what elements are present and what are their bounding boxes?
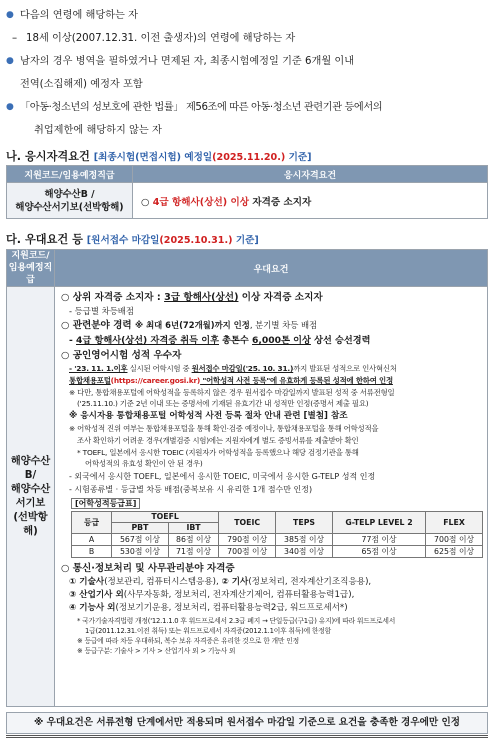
position-cell: 해양수산B/ 해양수산 서기보 (선박항해) xyxy=(7,287,55,707)
divider xyxy=(6,735,488,738)
table-header: 지원코드/임용예정직급 xyxy=(7,166,133,183)
footer-note: ※ 우대요건은 서류전형 단계에서만 적용되며 원서접수 마감일 기준으로 요건을 충족한 경우에만 인정 xyxy=(6,712,488,734)
dash-icon: – xyxy=(12,33,18,44)
pref-item-career: ○ 관련분야 경력 ※ 최대 6년(72개월)까지 인정, 분기별 차등 배점 xyxy=(61,320,318,332)
pref-item-english: ○ 공인영어시험 성적 우수자 xyxy=(61,350,182,362)
list-item: ● 「아동·청소년의 성보호에 관한 법률」 제56조에 따른 아동·청소년 관련기관 등에서의 xyxy=(6,96,488,119)
section-title-eligibility: 나. 응시자격요건 [최종시험(면접시험) 예정일(2025.11.20.) 기준] xyxy=(6,150,312,163)
table-row: B 530점 이상 71점 이상 700점 이상 340점 이상 65점 이상 625점 이상 xyxy=(72,545,483,557)
position-cell: 해양수산B / 해양수산서기보(선박항해) xyxy=(7,183,133,219)
list-item-continuation: 전역(소집해제) 예정자 포함 xyxy=(20,79,143,90)
table-header: 지원코드/ 임용예정직급 xyxy=(7,250,55,287)
pref-item-license: ○ 상위 자격증 소지자 : 3급 항해사(상선) 이상 자격증 소지자 xyxy=(61,292,323,303)
table-header: 응시자격요건 xyxy=(133,166,488,183)
bullet-icon: ● xyxy=(6,10,14,20)
eligibility-table xyxy=(6,165,488,219)
age-requirements xyxy=(6,4,488,142)
list-item: – 18세 이상(2007.12.31. 이전 출생자)의 연령에 해당하는 자 xyxy=(6,27,488,50)
bullet-icon: ● xyxy=(6,102,14,112)
score-table-caption: [어학성적등급표] xyxy=(71,498,483,509)
list-item: ● 다음의 연령에 해당하는 자 xyxy=(6,4,488,27)
requirement-cell: ○ 4급 항해사(상선) 이상 자격증 소지자 xyxy=(133,183,488,219)
preferences-table xyxy=(6,249,488,707)
bullet-icon: ● xyxy=(6,56,14,66)
list-item: ● 남자의 경우 병역을 필하였거나 면제된 자, 최종시험예정일 기준 6개월 이내 xyxy=(6,50,488,73)
language-score-table: 등급 TOEFL TOEIC TEPS G-TELP LEVEL 2 FLEX PBT IBT A 567점 이상 86점 이상 790점 이상 385점 이상 77점 이상 700점 이상 B 530점 이상 71점 이상 700점 이상 340점 이상 65점 이상 625점 이상 xyxy=(71,511,483,558)
preference-details: ○ 상위 자격증 소지자 : 3급 항해사(상선) 이상 자격증 소지자 - 등급별 차등배점 ○ 관련분야 경력 ※ 최대 6년(72개월)까지 인정, 분기별 차등 배점 - 4급 항해사(상선) 자격증 취득 이후 총톤수 6,000톤 이상 상선 승선경력 ○ 공인영어시험 성적 우수자 - '23. 11. 1.이후 실시된 어학시험 중 원서접수 마감일('25. 10. 31.)까지 발표된 성적으로 인사혁신처 통합채용포털(https://career.gosi.kr) "어학성적 사전 등록"에 유효하게 등록된 성적에 한하여 인정 ※ 다만, 통합채용포털에 어학성적을 등록하지 않은 경우 원서접수 마감일까지 발표된 성적 중 서류전형일 ('25.11.10.) 기준 2년 이내 또는 증명서에 기재된 유효기간 내 성적만 인정(증명서 제출 필요) ※ 응시자용 통합채용포털 어학성적 사전 등록 절차 안내 관련 [별첨] 참조 ※ 어학성적 진위 여부는 통합채용포털을 통해 확인·검증 예정이나, 통합채용포털을 통해 어학성적을 조사 확인하기 어려운 경우(개별검증 시험)에는 지원자에게 별도 증빙서류를 제출받아 확인 * TOEFL, 일본에서 응시한 TOEIC (지원자가 어학성적을 등록했으나 해당 검정기관을 통해 어학성적의 유효성 확인이 안 된 경우) - 외국에서 응시한 TOEFL, 일본에서 응시한 TOEIC, 미국에서 응시한 G-TELP 성적 인정 - 시험종류별 · 등급별 차등 배점(중복보유 시 유리한 1개 점수만 인정) [어학성적등급표] 등급 TOEFL TOEIC TEPS G-TELP LEVEL 2 FLEX PBT IBT A 567점 이상 86점 이상 790점 이상 385점 이상 77점 이상 700점 이상 B 530점 이상 71점 이상 700점 이상 340점 이상 65점 이상 625점 이상 ○ 통신·정보처리 및 사무관리분야 자격증 ① 기술사(정보관리, 컴퓨터시스템응용), ② 기사(정보처리, 전자계산기조직응용), ③ 산업기사 외(사무자동화, 정보처리, 전자계산기제어, 컴퓨터활용능력1급), ④ 기능사 외(정보기기운용, 정보처리, 컴퓨터활용능력2급, 워드프로세서*) * 국가기술자격법령 개정('12.1.1.0 후 워드프로세서 2.3급 폐지 → 단일등급(구1급) 유지)에 따라 워드프로세서 1급(2011.12.31.이전 취득) 또는 워드프로세서 자격증(2012.1.1이후 취득)에 한정함 ※ 등급에 따라 차등 우대하되, 복수 보유 자격증은 유리한 것으로 한 개만 인정 ※ 등급구분: 기술사 > 기사 > 산업기사 외 > 기능사 외 xyxy=(55,287,488,707)
table-header: 우대요건 xyxy=(55,250,488,287)
table-row: A 567점 이상 86점 이상 790점 이상 385점 이상 77점 이상 700점 이상 xyxy=(72,533,483,545)
section-title-preferences: 다. 우대요건 등 [원서접수 마감일(2025.10.31.) 기준] xyxy=(6,233,259,246)
pref-item-it-license: ○ 통신·정보처리 및 사무관리분야 자격증 xyxy=(61,562,235,574)
list-item-continuation: 취업제한에 해당하지 않는 자 xyxy=(34,125,162,136)
